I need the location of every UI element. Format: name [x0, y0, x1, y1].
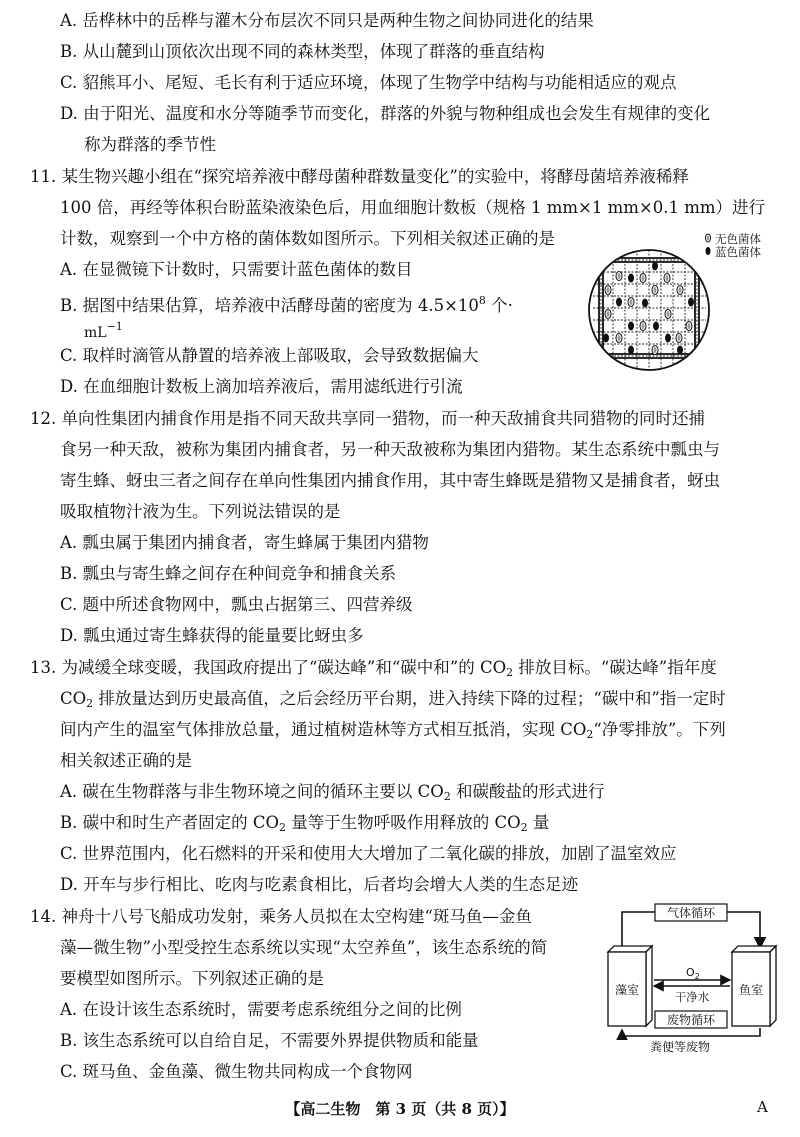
q14-option-b: B. 该生态系统可以自给自足，不需要外界提供物质和能量 — [60, 1031, 479, 1050]
q11-unit-exp: −1 — [106, 320, 123, 333]
q10-option-d-continued: 称为群落的季节性 — [84, 135, 216, 154]
q13-option-d: D. 开车与步行相比、吃肉与吃素食相比，后者均会增大人类的生态足迹 — [60, 875, 579, 894]
q12-option-a: A. 瓢虫属于集团内捕食者，寄生蜂属于集团内猎物 — [60, 533, 429, 552]
q12-option-c: C. 题中所述食物网中，瓢虫占据第三、四营养级 — [60, 595, 413, 614]
o2-sub: 2 — [694, 972, 700, 981]
q11-option-d: D. 在血细胞计数板上滴加培养液后，需用滤纸进行引流 — [60, 377, 463, 396]
o2-text: O — [686, 966, 695, 979]
clean-water-label: 干净水 — [674, 990, 710, 1004]
q12-stem-line2: 食另一种天敌，被称为集团内捕食者，另一种天敌被称为集团内猎物。某生态系统中瓢虫与 — [60, 440, 720, 459]
q11-option-a: A. 在显微镜下计数时，只需要计蓝色菌体的数目 — [60, 260, 413, 279]
ecosystem-diagram — [600, 900, 786, 1040]
q11-option-b-text: B. 据图中结果估算，培养液中活酵母菌的密度为 4.5×10 — [60, 296, 479, 315]
feces-label: 粪便等废物 — [650, 1040, 711, 1054]
q13-ob-text: B. 碳中和时生产者固定的 CO — [60, 813, 280, 832]
q11-option-b-post: 个· — [485, 296, 513, 315]
q10-option-b: B. 从山麓到山顶依次出现不同的森林类型，体现了群落的垂直结构 — [60, 42, 545, 61]
hemocytometer-figure — [588, 232, 794, 380]
q13-sub: 2 — [443, 790, 451, 803]
q13-l2-co: CO — [60, 689, 87, 708]
q10-option-a: A. 岳桦林中的岳桦与灌木分布层次不同只是两种生物之间协同进化的结果 — [60, 11, 594, 30]
q14-option-c: C. 斑马鱼、金鱼藻、微生物共同构成一个食物网 — [60, 1062, 413, 1081]
q13-stem-line4: 相关叙述正确的是 — [60, 751, 192, 770]
algae-room-label: 藻室 — [614, 983, 640, 997]
q12-option-b: B. 瓢虫与寄生蜂之间存在种间竞争和捕食关系 — [60, 564, 397, 583]
q10-option-d: D. 由于阳光、温度和水分等随季节而变化，群落的外貌与物种组成也会发生有规律的变化 — [60, 104, 711, 123]
q11-option-c: C. 取样时滴管从静置的培养液上部吸取，会导致数据偏大 — [60, 346, 479, 365]
q13-stem-line3 — [60, 715, 726, 745]
fish-room — [732, 946, 776, 1026]
q14-stem-line2: 藻—微生物”小型受控生态系统以实现“太空养鱼”，该生态系统的简 — [60, 938, 548, 957]
o2-label — [686, 966, 700, 981]
q13-l3-rest: “净零排放”。下列 — [593, 720, 726, 739]
q14-option-a: A. 在设计该生态系统时，需要考虑系统组分之间的比例 — [60, 1000, 462, 1019]
q13-oa-rest: 和碳酸盐的形式进行 — [450, 782, 605, 801]
q13-oa-text: A. 碳在生物群落与非生物环境之间的循环主要以 CO — [60, 782, 444, 801]
q13-option-b — [60, 808, 549, 838]
q11-stem-line1: 11. 某生物兴趣小组在“探究培养液中酵母菌种群数量变化”的实验中，将酵母菌培养液稀释 — [30, 167, 689, 186]
legend-colorless-cell: 无色菌体 — [715, 232, 761, 246]
q12-stem-line1: 12. 单向性集团内捕食作用是指不同天敌共享同一猎物，而一种天敌捕食共同猎物的同时还捕 — [30, 409, 705, 428]
q13-l2-rest: 排放量达到历史最高值，之后会经历平台期，进入持续下降的过程；“碳中和”指一定时 — [93, 689, 726, 708]
q13-sub: 2 — [279, 821, 287, 834]
legend-blue-cell: 蓝色菌体 — [715, 245, 761, 259]
q13-ob-mid: 量等于生物呼吸作用释放的 CO — [286, 813, 521, 832]
fish-room-label: 鱼室 — [738, 983, 764, 997]
q13-l1-text: 13. 为减缓全球变暖，我国政府提出了“碳达峰”和“碳中和”的 CO — [30, 658, 507, 677]
q11-option-b-unit — [84, 312, 123, 342]
q11-stem-line3: 计数，观察到一个中方格的菌体数如图所示。下列相关叙述正确的是 — [60, 229, 555, 248]
q13-option-a — [60, 777, 605, 807]
q13-stem-line2 — [60, 684, 726, 714]
q11-option-b — [60, 286, 513, 316]
paper-version: A — [757, 1098, 768, 1116]
gas-cycle-label: 气体循环 — [666, 906, 716, 920]
q11-option-b-exp: 8 — [478, 294, 486, 307]
algae-room — [608, 946, 652, 1026]
waste-cycle-label: 废物循环 — [666, 1013, 716, 1027]
q13-sub: 2 — [520, 821, 528, 834]
q14-stem-line1: 14. 神舟十八号飞船成功发射，乘务人员拟在太空构建“斑马鱼—金鱼 — [30, 907, 532, 926]
q11-stem-line2: 100 倍，再经等体积台盼蓝染液染色后，用血细胞计数板（规格 1 mm×1 mm×0.1 mm）进行 — [60, 198, 765, 217]
q12-stem-line3: 寄生蜂、蚜虫三者之间存在单向性集团内捕食作用，其中寄生蜂既是猎物又是捕食者，蚜虫 — [60, 471, 720, 490]
q14-stem-line3: 要模型如图所示。下列叙述正确的是 — [60, 969, 324, 988]
grid — [593, 250, 706, 370]
q10-option-c: C. 貂熊耳小、尾短、毛长有利于适应环境，体现了生物学中结构与功能相适应的观点 — [60, 73, 677, 92]
q11-unit-ml: mL — [84, 325, 107, 341]
q13-option-c: C. 世界范围内，化石燃料的开采和使用大大增加了二氧化碳的排放，加剧了温室效应 — [60, 844, 677, 863]
q12-option-d: D. 瓢虫通过寄生蜂获得的能量要比蚜虫多 — [60, 626, 364, 645]
q13-stem-line1 — [30, 653, 717, 683]
q12-stem-line4: 吸取植物汁液为生。下列说法错误的是 — [60, 502, 341, 521]
q13-l1-rest: 排放目标。“碳达峰”指年度 — [513, 658, 717, 677]
q13-l3-text: 间内产生的温室气体排放总量，通过植树造林等方式相互抵消，实现 CO — [60, 720, 587, 739]
q13-ob-end: 量 — [527, 813, 550, 832]
q13-sub: 2 — [86, 697, 94, 710]
q13-sub: 2 — [506, 666, 514, 679]
page-footer: 【高二生物 第 3 页（共 8 页）】 — [285, 1100, 515, 1118]
q13-sub: 2 — [586, 728, 594, 741]
